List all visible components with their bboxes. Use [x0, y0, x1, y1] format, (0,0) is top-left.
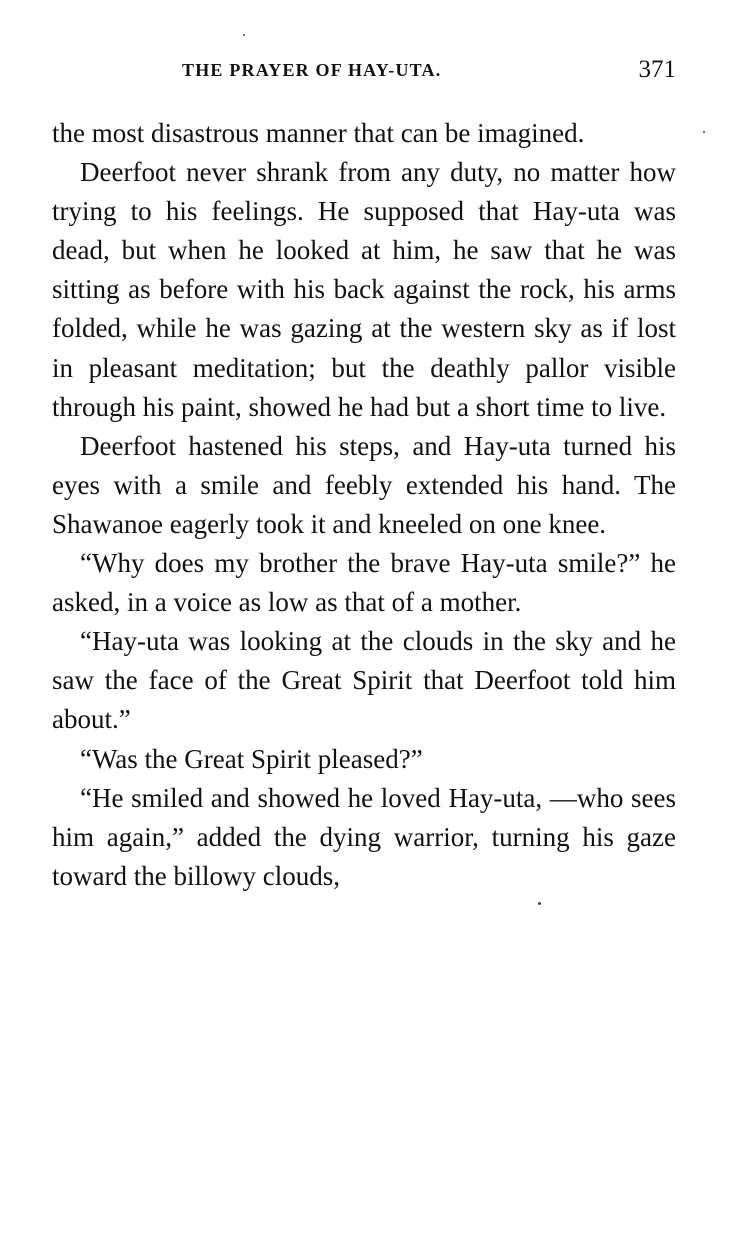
paragraph: Deerfoot hastened his steps, and Hay-uta turned his eyes with a smile and feebly extended his hand. The Shawanoe eagerly took it and kneeled on one knee.: [52, 430, 676, 539]
running-title: THE PRAYER OF HAY-UTA.: [182, 60, 442, 80]
print-speck: [243, 34, 245, 36]
running-header: [52, 56, 676, 86]
paragraph-continuation: the most disastrous manner that can be imagined.: [52, 118, 585, 148]
body-text: [52, 114, 676, 896]
paragraph: Deerfoot never shrank from any duty, no matter how trying to his feelings. He supposed that Hay-uta was dead, but when he looked at him, he saw that he was sitting as before with his back against the rock, his arms folded, while he was gazing at the western sky as if lost in pleasant meditation; but the deathly pallor visible through his paint, showed he had but a short time to live.: [52, 157, 676, 422]
page-number: 371: [638, 56, 676, 83]
print-speck: [538, 902, 541, 905]
print-speck: [703, 131, 705, 133]
paragraph-dialogue: “Why does my brother the brave Hay-uta smile?” he asked, in a voice as low as that of a mother.: [52, 548, 676, 618]
paragraph-dialogue: “He smiled and showed he loved Hay-uta, —who sees him again,” added the dying warrior, turning his gaze toward the billowy clouds,: [52, 782, 676, 891]
paragraph-dialogue: “Was the Great Spirit pleased?”: [80, 743, 423, 774]
paragraph-dialogue: “Hay-uta was looking at the clouds in the sky and he saw the face of the Great Spirit that Deerfoot told him about.”: [52, 626, 676, 735]
